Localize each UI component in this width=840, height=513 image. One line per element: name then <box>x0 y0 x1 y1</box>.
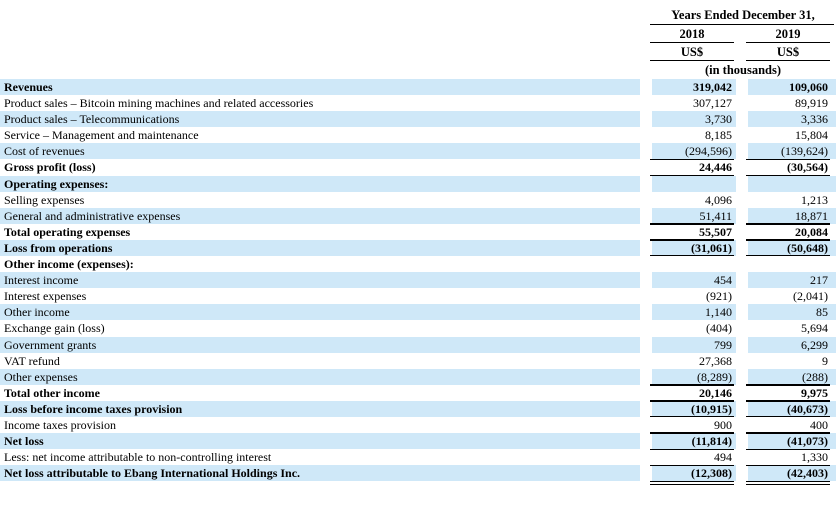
column-gap <box>640 401 652 417</box>
value-2019: 400 <box>810 417 828 432</box>
value-2018: 319,042 <box>693 80 732 94</box>
value-2018: 24,446 <box>699 160 732 175</box>
row-label: Interest expenses <box>4 289 87 304</box>
subtotal-rule <box>746 224 830 225</box>
value-2019: 89,919 <box>795 96 828 111</box>
row-label: Other income (expenses): <box>4 257 134 272</box>
row-label: Total other income <box>4 385 100 400</box>
value-2019: 217 <box>810 273 828 288</box>
row-shading <box>0 176 836 192</box>
table-row <box>0 176 840 192</box>
period-heading: Years Ended December 31, <box>671 8 815 22</box>
period-heading-underline <box>650 24 834 25</box>
column-gap <box>736 465 748 481</box>
currency-2019-underline <box>746 60 830 61</box>
value-2018: 20,146 <box>699 385 732 400</box>
value-2019: (2,041) <box>793 289 828 304</box>
table-row <box>0 449 840 465</box>
row-label: Operating expenses: <box>4 176 109 191</box>
table-row <box>0 304 840 320</box>
value-2019: 1,330 <box>801 450 828 465</box>
table-row <box>0 143 840 159</box>
total-rule <box>746 481 830 482</box>
table-row <box>0 224 840 240</box>
year-2018-underline <box>650 42 734 43</box>
value-2019: (50,648) <box>787 240 828 255</box>
value-2019: 5,694 <box>801 321 828 336</box>
value-2019: 85 <box>816 305 828 320</box>
row-label: Selling expenses <box>4 192 85 207</box>
table-row <box>0 192 840 208</box>
subtotal-rule <box>650 159 734 160</box>
value-2019: 15,804 <box>795 128 828 143</box>
unit-note: (in thousands) <box>704 63 782 77</box>
row-label: Cost of revenues <box>4 144 85 159</box>
table-row <box>0 256 840 272</box>
value-2018: 8,185 <box>705 128 732 143</box>
total-rule <box>650 481 734 482</box>
column-gap <box>736 337 748 353</box>
column-gap <box>736 143 748 159</box>
table-row <box>0 111 840 127</box>
column-gap <box>640 369 652 385</box>
currency-2018-heading: US$ <box>680 45 704 59</box>
value-2019: 20,084 <box>795 224 828 239</box>
column-gap <box>736 240 748 256</box>
value-2019: (41,073) <box>787 434 828 449</box>
value-2019: (139,624) <box>781 144 828 159</box>
column-gap <box>736 369 748 385</box>
column-gap <box>640 176 652 192</box>
value-2018: 1,140 <box>705 305 732 320</box>
year-2019-heading: 2019 <box>775 27 801 41</box>
subtotal-rule <box>746 240 830 241</box>
table-row <box>0 159 840 175</box>
column-gap <box>736 79 748 95</box>
row-label: Total operating expenses <box>4 224 131 239</box>
row-label: Other expenses <box>4 369 78 384</box>
year-2019-underline <box>746 42 830 43</box>
value-2018: (31,061) <box>691 240 732 255</box>
value-2018: (10,915) <box>691 401 732 416</box>
value-2019: 9,975 <box>801 385 828 400</box>
row-label: Product sales – Bitcoin mining machines and related accessories <box>4 96 314 111</box>
column-gap <box>736 208 748 224</box>
subtotal-rule <box>650 224 734 225</box>
table-header <box>0 0 840 78</box>
value-2018: (404) <box>706 321 732 336</box>
double-total-rule <box>650 484 734 485</box>
table-row <box>0 208 840 224</box>
column-gap <box>640 272 652 288</box>
value-2018: (8,289) <box>697 369 732 384</box>
value-2019: (40,673) <box>787 401 828 416</box>
row-label: General and administrative expenses <box>4 208 181 223</box>
table-row <box>0 288 840 304</box>
row-label: Revenues <box>4 80 53 94</box>
subtotal-rule <box>746 159 830 160</box>
value-2019: 6,299 <box>801 337 828 352</box>
column-gap <box>640 337 652 353</box>
row-label: Gross profit (loss) <box>4 160 96 175</box>
double-total-rule <box>746 484 830 485</box>
table-row <box>0 240 840 256</box>
row-label: Other income <box>4 305 70 320</box>
value-2019: (30,564) <box>787 160 828 175</box>
row-label: VAT refund <box>4 353 60 368</box>
subtotal-rule <box>650 465 734 466</box>
value-2018: 27,368 <box>699 353 732 368</box>
column-gap <box>640 465 652 481</box>
value-2019: (42,403) <box>787 466 828 481</box>
currency-2018-underline <box>650 60 734 61</box>
table-row <box>0 353 840 369</box>
value-2019: 109,060 <box>789 80 828 94</box>
column-gap <box>640 304 652 320</box>
table-row <box>0 272 840 288</box>
column-gap <box>736 111 748 127</box>
value-2018: (921) <box>706 289 732 304</box>
row-label: Loss before income taxes provision <box>4 401 183 416</box>
column-gap <box>736 272 748 288</box>
value-2018: 494 <box>714 450 732 465</box>
row-label: Loss from operations <box>4 240 113 255</box>
row-label: Product sales – Telecommunications <box>4 112 180 127</box>
table-row <box>0 79 840 95</box>
column-gap <box>736 401 748 417</box>
year-2018-heading: 2018 <box>679 27 705 41</box>
value-2018: 51,411 <box>699 208 732 223</box>
column-gap <box>736 304 748 320</box>
value-2018: 900 <box>714 417 732 432</box>
subtotal-rule <box>746 385 830 386</box>
row-label: Service – Management and maintenance <box>4 128 199 143</box>
value-2018: 307,127 <box>693 96 732 111</box>
row-label: Less: net income attributable to non-controlling interest <box>4 450 272 465</box>
column-gap <box>736 433 748 449</box>
subtotal-rule <box>746 433 830 434</box>
row-label: Government grants <box>4 337 97 352</box>
table-row <box>0 95 840 111</box>
row-label: Net loss attributable to Ebang International Holdings Inc. <box>4 466 301 481</box>
column-gap <box>640 240 652 256</box>
value-2018: 799 <box>714 337 732 352</box>
table-row <box>0 127 840 143</box>
subtotal-rule <box>650 433 734 434</box>
value-2018: (294,596) <box>685 144 732 159</box>
value-2018: 4,096 <box>705 192 732 207</box>
value-2018: 3,730 <box>705 112 732 127</box>
table-row <box>0 417 840 433</box>
subtotal-rule <box>650 240 734 241</box>
row-label: Exchange gain (loss) <box>4 321 105 336</box>
column-gap <box>736 176 748 192</box>
subtotal-rule <box>650 385 734 386</box>
table-row <box>0 385 840 401</box>
value-2018: (12,308) <box>691 466 732 481</box>
column-gap <box>640 433 652 449</box>
subtotal-rule <box>746 465 830 466</box>
value-2019: 1,213 <box>801 192 828 207</box>
column-gap <box>640 111 652 127</box>
subtotal-rule <box>650 401 734 402</box>
value-2019: 18,871 <box>795 208 828 223</box>
table-row <box>0 337 840 353</box>
value-2019: 9 <box>822 353 828 368</box>
column-gap <box>640 208 652 224</box>
row-label: Income taxes provision <box>4 417 116 432</box>
currency-2019-heading: US$ <box>776 45 800 59</box>
table-row <box>0 433 840 449</box>
value-2019: (288) <box>802 369 828 384</box>
table-row <box>0 465 840 481</box>
column-gap <box>640 143 652 159</box>
column-gap <box>640 79 652 95</box>
value-2019: 3,336 <box>801 112 828 127</box>
value-2018: 454 <box>714 273 732 288</box>
table-row <box>0 401 840 417</box>
value-2018: 55,507 <box>699 224 732 239</box>
subtotal-rule <box>746 401 830 402</box>
value-2018: (11,814) <box>691 434 732 449</box>
income-statement-table <box>0 79 840 481</box>
row-label: Net loss <box>4 434 44 449</box>
row-label: Interest income <box>4 273 79 288</box>
table-row <box>0 369 840 385</box>
table-row <box>0 320 840 336</box>
